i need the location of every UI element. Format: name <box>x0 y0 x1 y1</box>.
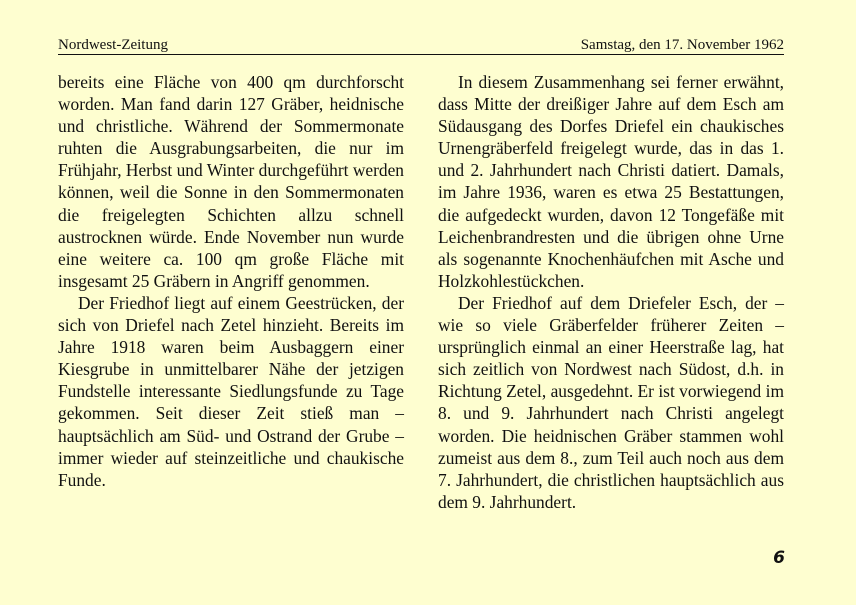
header-rule <box>168 54 581 55</box>
article-paragraph: Der Friedhof liegt auf einem Geestrücken, der sich von Driefel nach Zetel hinzieht. Bereits im Jahre 1918 waren beim Ausbaggern einer Kiesgrube in unmittelbarer Nähe der jetzigen Fundstelle interessante Siedlungsfunde zu Tage gekommen. Seit dieser Zeit stieß man – hauptsächlich am Süd- und Ostrand der Grube – immer wieder auf steinzeitliche und chaukische Funde. <box>58 292 404 490</box>
left-column <box>58 71 404 491</box>
issue-date: Samstag, den 17. November 1962 <box>580 37 784 53</box>
page-header <box>58 36 784 55</box>
article-paragraph: In diesem Zusammenhang sei ferner erwähnt, dass Mitte der dreißiger Jahre auf dem Esch am Südausgang des Dorfes Driefel ein chaukisches Urnengräberfeld freigelegt wurde, das in das 1. und 2. Jahrhundert nach Christi datiert. Damals, im Jahre 1936, waren es etwa 25 Bestattungen, die aufgedeckt wurden, davon 12 Tongefäße mit Leichenbrandresten und die übrigen ohne Urne als sogenannte Knochenhäufchen mit Asche und Holzkohlestückchen. <box>438 72 784 291</box>
article-paragraph: bereits eine Fläche von 400 qm durchforscht worden. Man fand darin 127 Gräber, heidnische und christliche. Während der Sommermonate ruhten die Ausgrabungsarbeiten, die nur im Frühjahr, Herbst und Winter durchgeführt werden können, weil die Sonne in den Sommermonaten die freigelegten Schichten allzu schnell austrocknen würde. Ende November nun wurde eine weitere ca. 100 qm große Fläche mit insgesamt 25 Gräbern in Angriff genommen. <box>58 72 404 291</box>
publication-name: Nordwest-Zeitung <box>58 37 168 53</box>
article-paragraph: Der Friedhof auf dem Driefeler Esch, der – wie so viele Gräberfelder früherer Zeiten – ursprünglich einmal an einer Heerstraße lag, hat sich zeitlich von Nordwest nach Südost, d.h. in Richtung Zetel, ausgedehnt. Er ist vorwiegend im 8. und 9. Jahrhundert nach Christi angelegt worden. Die heidnischen Gräber stammen wohl zumeist aus dem 8., zum Teil auch noch aus dem 7. Jahrhundert, die christlichen hauptsächlich aus dem 9. Jahrhundert. <box>438 292 784 512</box>
page-number: 6 <box>773 548 785 568</box>
right-column <box>438 71 784 513</box>
